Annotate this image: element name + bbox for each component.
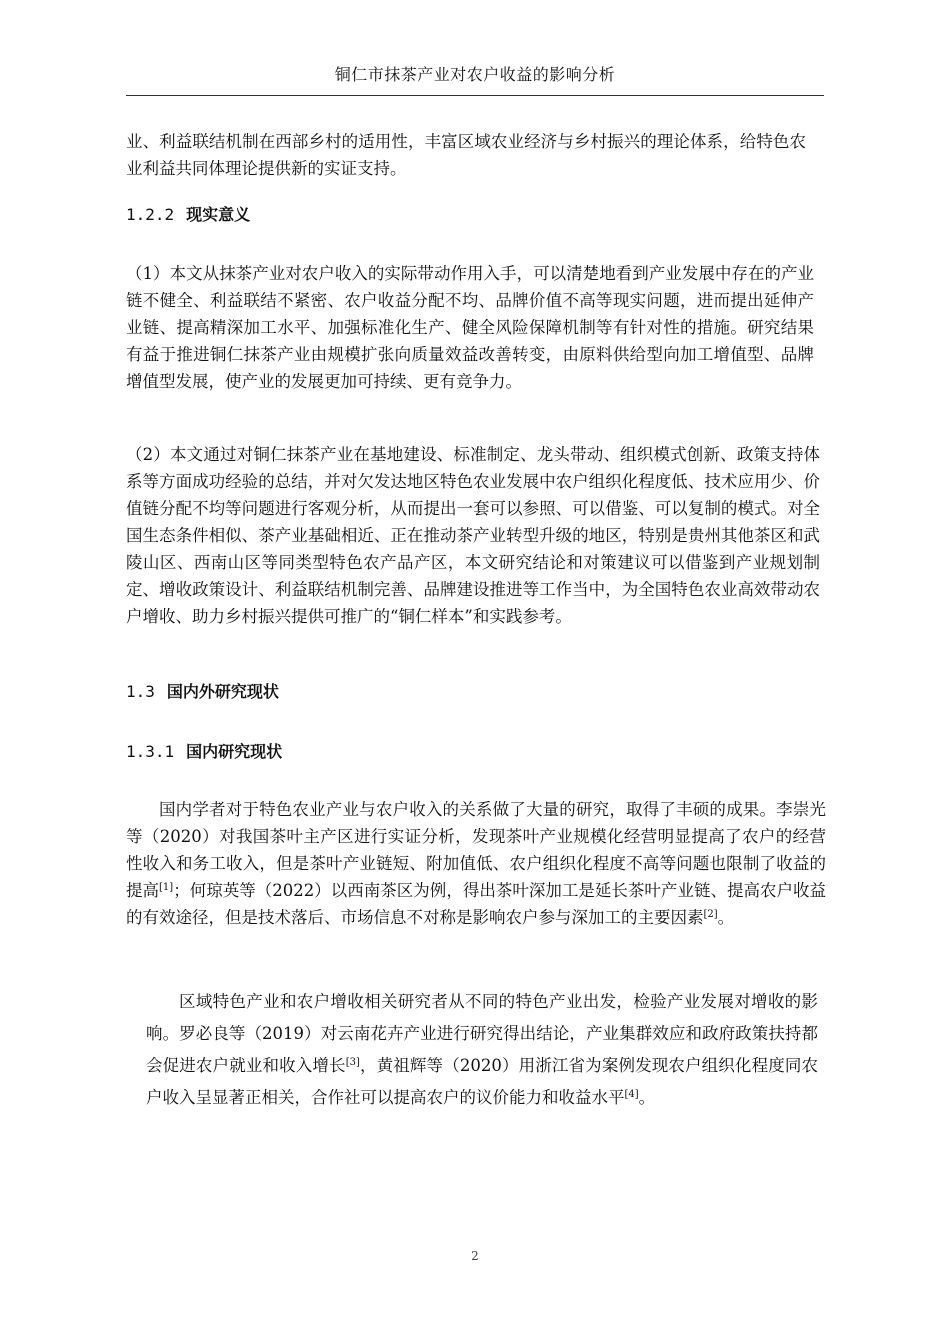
paragraph-practical-1: （1）本文从抹茶产业对农户收入的实际带动作用入手，可以清楚地看到产业发展中存在的产业链不健全、利益联结不紧密、农户收益分配不均、品牌价值不高等现实问题，进而提出延伸产业链、提高精深加工水平、加强标准化生产、健全风险保障机制等有针对性的措施。研究结果有益于推进铜仁抹茶产业由规模扩张向质量效益改善转变，由原料供给型向加工增值型、品牌增值型发展，使产业的发展更加可持续、更有竞争力。 bbox=[126, 264, 814, 391]
paragraph-text: ，黄祖辉等（2020）用浙江省为案例发现农户组织化程度同农户收入呈显著正相关，合作社可以提高农户的议价能力和收益水平 bbox=[146, 1056, 818, 1107]
section-title: 国内研究现状 bbox=[186, 742, 283, 761]
paragraph-text: 。 bbox=[638, 1088, 656, 1107]
section-number: 1.3 bbox=[126, 682, 155, 701]
citation-4[interactable]: [4] bbox=[624, 1089, 639, 1100]
page-number: 2 bbox=[471, 1249, 479, 1263]
paragraph-domestic-1 bbox=[126, 796, 826, 931]
section-heading-1-3-1 bbox=[126, 740, 282, 764]
citation-1[interactable]: [1] bbox=[159, 882, 174, 893]
running-header: 铜仁市抹茶产业对农户收益的影响分析 bbox=[334, 65, 616, 84]
paragraph-practical-2: （2）本文通过对铜仁抹茶产业在基地建设、标准制定、龙头带动、组织模式创新、政策支持体系等方面成功经验的总结，并对欠发达地区特色农业发展中农户组织化程度低、技术应用少、价值链分配不均等问题进行客观分析，从而提出一套可以参照、可以借鉴、可以复制的模式。对全国生态条件相似、茶产业基础相近、正在推动茶产业转型升级的地区，特别是贵州其他茶区和武陵山区、西南山区等同类型特色农产品产区，本文研究结论和对策建议可以借鉴到产业规划制定、增收政策设计、利益联结机制完善、品牌建设推进等工作当中，为全国特色农业高效带动农户增收、助力乡村振兴提供可推广的“铜仁样本”和实践参考。 bbox=[126, 445, 820, 626]
paragraph-intro-continued: 业、利益联结机制在西部乡村的适用性，丰富区域农业经济与乡村振兴的理论体系，给特色农业利益共同体理论提供新的实证支持。 bbox=[126, 132, 806, 178]
section-number: 1.2.2 bbox=[126, 205, 175, 224]
citation-2[interactable]: [2] bbox=[703, 909, 718, 920]
section-number: 1.3.1 bbox=[126, 742, 175, 761]
section-heading-1-3 bbox=[126, 680, 279, 704]
paragraph-text: 国内学者对于特色农业产业与农户收入的关系做了大量的研究，取得了丰硕的成果。李崇光等（2020）对我国茶叶主产区进行实证分析，发现茶叶产业规模化经营明显提高了农户的经营性收入和务工收入，但是茶叶产业链短、附加值低、农户组织化程度不高等问题也限制了收益的提高 bbox=[126, 800, 826, 900]
paragraph-domestic-2 bbox=[146, 986, 818, 1114]
paragraph-text: 区域特色产业和农户增收相关研究者从不同的特色产业出发，检验产业发展对增收的影响。罗必良等（2019）对云南花卉产业进行研究得出结论，产业集群效应和政府政策扶持都会促进农户就业和收入增长 bbox=[146, 992, 818, 1075]
section-heading-1-2-2 bbox=[126, 203, 250, 227]
citation-3[interactable]: [3] bbox=[345, 1057, 360, 1068]
section-title: 现实意义 bbox=[186, 205, 251, 224]
section-title: 国内外研究现状 bbox=[166, 682, 279, 701]
paragraph-text: 。 bbox=[717, 908, 735, 927]
paragraph-text: ；何琼英等（2022）以西南茶区为例，得出茶叶深加工是延长茶叶产业链、提高农户收益的有效途径，但是技术落后、市场信息不对称是影响农户参与深加工的主要因素 bbox=[126, 881, 827, 927]
header-rule bbox=[126, 95, 824, 96]
